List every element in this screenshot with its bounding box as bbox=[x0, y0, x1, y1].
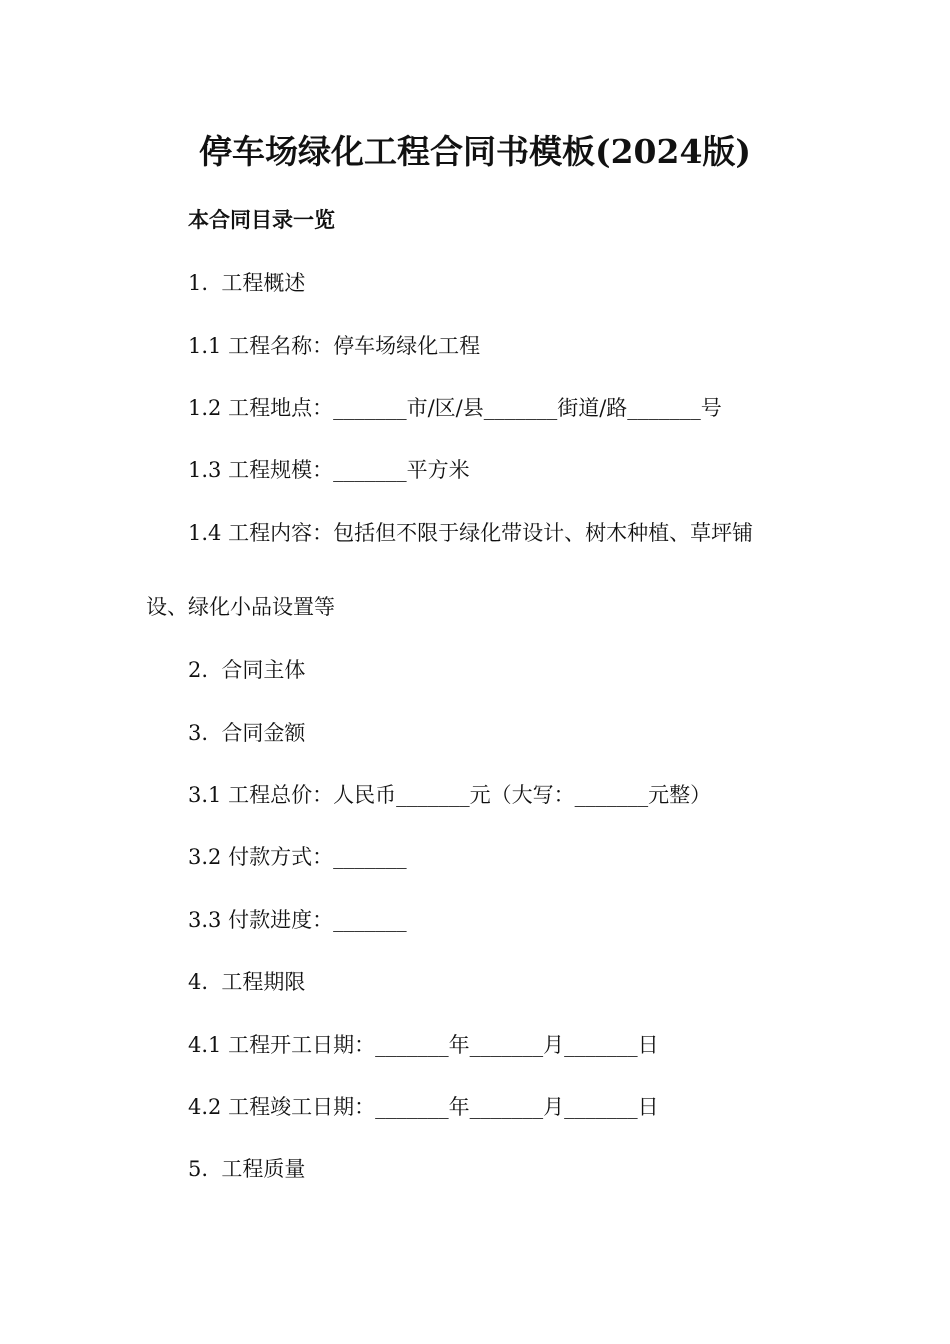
toc-line: 5. 工程质量 bbox=[188, 1157, 306, 1181]
toc-heading: 本合同目录一览 bbox=[188, 207, 335, 232]
toc-line: 1.1 工程名称：停车场绿化工程 bbox=[188, 334, 481, 358]
toc-line: 1.3 工程规模：_______平方米 bbox=[188, 458, 470, 482]
toc-line-continuation: 设、绿化小品设置等 bbox=[146, 595, 335, 619]
toc-line: 1.4 工程内容：包括但不限于绿化带设计、树木种植、草坪铺 bbox=[188, 521, 754, 545]
toc-line: 2. 合同主体 bbox=[188, 658, 306, 682]
toc-line: 1. 工程概述 bbox=[188, 271, 306, 295]
toc-line: 4.1 工程开工日期：_______年_______月_______日 bbox=[188, 1033, 659, 1057]
toc-line: 3.2 付款方式：_______ bbox=[188, 845, 407, 869]
toc-line: 3. 合同金额 bbox=[188, 721, 306, 745]
toc-line: 4. 工程期限 bbox=[188, 970, 306, 994]
toc-line: 3.1 工程总价：人民币_______元（大写：_______元整） bbox=[188, 783, 712, 807]
toc-line: 4.2 工程竣工日期：_______年_______月_______日 bbox=[188, 1095, 659, 1119]
document-title: 停车场绿化工程合同书模板(2024版) bbox=[198, 132, 752, 171]
toc-line: 1.2 工程地点：_______市/区/县_______街道/路_______号 bbox=[188, 396, 722, 420]
toc-line: 3.3 付款进度：_______ bbox=[188, 908, 407, 932]
